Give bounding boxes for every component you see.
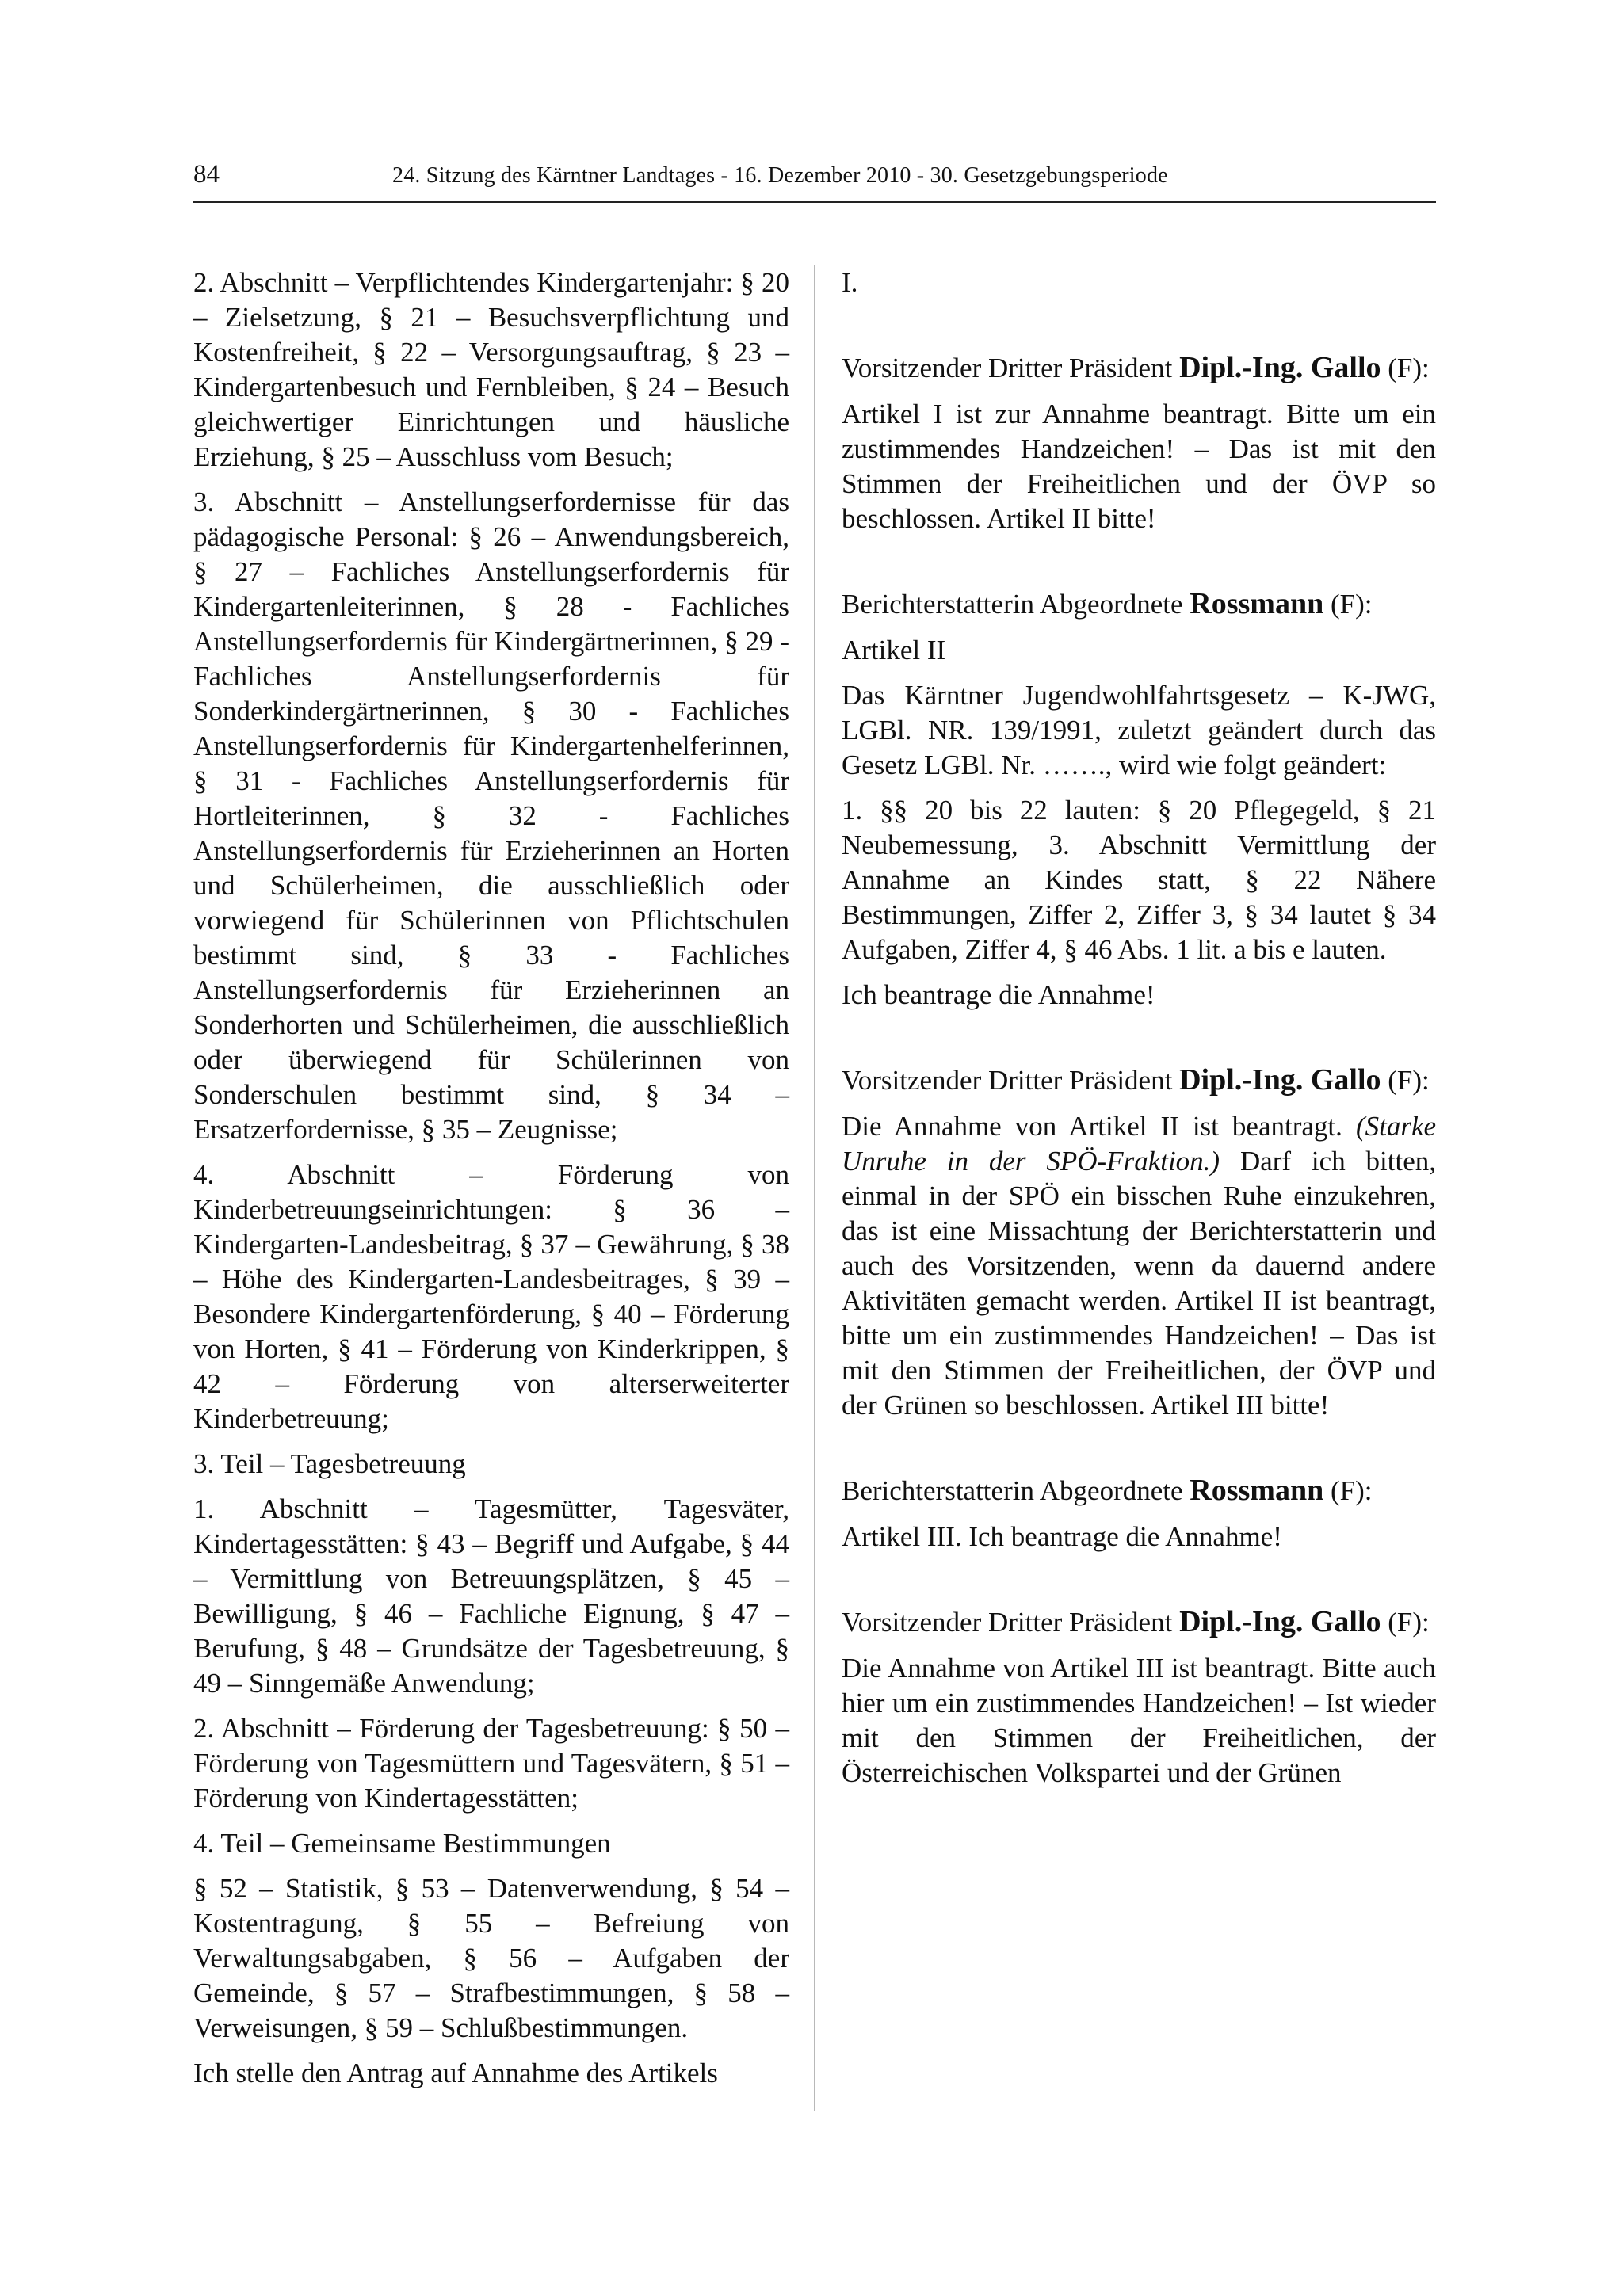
running-title: 24. Sitzung des Kärntner Landtages - 16. Dezember 2010 - 30. Gesetzgebungsperiode [392,163,1168,188]
speaker-party: (F): [1330,1475,1373,1506]
paragraph: Artikel III. Ich beantrage die Annahme! [842,1521,1282,1552]
speaker-name: Rossmann [1190,587,1324,620]
speaker-party: (F): [1330,589,1373,620]
speaker-name: Dipl.-Ing. Gallo [1179,1063,1381,1097]
paragraph: 1. §§ 20 bis 22 lauten: § 20 Pflegegeld, § 21 Neubemessung, 3. Abschnitt Vermittlung der Annahme an Kindes statt, § 22 Nähere Bestimmungen, Ziffer 2, Ziffer 3, § 34 lautet § 34 Aufgaben, Ziffer 4, § 46 Abs. 1 lit. a bis e lauten. [842,795,1436,965]
speaker-role: Vorsitzender Dritter Präsident [842,353,1173,383]
speaker-role: Vorsitzender Dritter Präsident [842,1065,1173,1096]
section-heading: 4. Teil – Gemeinsame Bestimmungen [193,1828,611,1859]
paragraph: I. [842,267,858,298]
paragraph [842,1109,1436,1423]
section-heading: 3. Teil – Tagesbetreuung [193,1448,466,1479]
speaker-line [842,350,1436,386]
paragraph: 4. Abschnitt – Förderung von Kinderbetreuungseinrichtungen: § 36 – Kindergarten-Landesbeitrag, § 37 – Gewährung, § 38 – Höhe des Kindergarten-Landesbeitrages, § 39 – Besondere Kindergartenförderung, § 40 – Förderung von Horten, § 41 – Förderung von Kinderkrippen, § 42 – Förderung von alterserweiterter Kinderbetreuung; [193,1159,789,1434]
left-column [193,265,789,2101]
speaker-name: Rossmann [1190,1474,1324,1507]
paragraph: Artikel I ist zur Annahme beantragt. Bitte um ein zustimmendes Handzeichen! – Das ist mit den Stimmen der Freiheitlichen und der ÖVP so beschlossen. Artikel II bitte! [842,399,1436,534]
stage-direction: (Starke Unruhe in der SPÖ-Fraktion.) [842,1111,1437,1177]
speaker-party: (F): [1388,353,1430,383]
speaker-party: (F): [1388,1607,1430,1638]
right-column [842,265,1436,1801]
speaker-line [842,1473,1436,1508]
speaker-party: (F): [1388,1065,1430,1096]
page-header [193,155,1436,203]
column-divider [814,265,815,2111]
speaker-line [842,1604,1436,1640]
speaker-role: Berichterstatterin Abgeordnete [842,589,1183,620]
speaker-name: Dipl.-Ing. Gallo [1179,1605,1381,1638]
paragraph: Ich stelle den Antrag auf Annahme des Artikels [193,2058,718,2088]
page-number: 84 [193,160,220,189]
speaker-role: Berichterstatterin Abgeordnete [842,1475,1183,1506]
paragraph: § 52 – Statistik, § 53 – Datenverwendung, § 54 – Kostentragung, § 55 – Befreiung von Verwaltungsabgaben, § 56 – Aufgaben der Gemeinde, § 57 – Strafbestimmungen, § 58 – Verweisungen, § 59 – Schlußbestimmungen. [193,1873,789,2043]
paragraph: 2. Abschnitt – Verpflichtendes Kindergartenjahr: § 20 – Zielsetzung, § 21 – Besuchsverpflichtung und Kostenfreiheit, § 22 – Versorgungsauftrag, § 23 – Kindergartenbesuch und Fernbleiben, § 24 – Besuch gleichwertiger Einrichtungen und häusliche Erziehung, § 25 – Ausschluss vom Besuch; [193,267,789,472]
paragraph: Artikel II [842,635,946,666]
paragraph: Das Kärntner Jugendwohlfahrtsgesetz – K-JWG, LGBl. NR. 139/1991, zuletzt geändert durch das Gesetz LGBl. Nr. ……., wird wie folgt geändert: [842,680,1436,780]
statement-text: Darf ich bitten, einmal in der SPÖ ein bisschen Ruhe einzukehren, das ist eine Missachtung der Berichterstatterin und auch des Vorsitzenden, wenn da dauernd andere Aktivitäten gemacht werden. Artikel II ist beantragt, bitte um ein zustimmendes Handzeichen! – Das ist mit den Stimmen der Freiheitlichen, der ÖVP und der Grünen so beschlossen. Artikel III bitte! [842,1146,1437,1421]
paragraph: Ich beantrage die Annahme! [842,979,1155,1010]
paragraph: 3. Abschnitt – Anstellungserfordernisse für das pädagogische Personal: § 26 – Anwendungsbereich, § 27 – Fachliches Anstellungserfordernis für Kindergartenleiterinnen, § 28 - Fachliches Anstellungserfordernis für Kindergärtnerinnen, § 29 - Fachliches Anstellungserfordernis für Sonderkindergärtnerinnen, § 30 - Fachliches Anstellungserfordernis für Kindergartenhelferinnen, § 31 - Fachliches Anstellungserfordernis für Hortleiterinnen, § 32 - Fachliches Anstellungserfordernis für Erzieherinnen an Horten und Schülerheimen, die ausschließlich oder vorwiegend für Schülerinnen von Pflichtschulen bestimmt sind, § 33 - Fachliches Anstellungserfordernis für Erzieherinnen an Sonderhorten und Schülerheimen, die ausschließlich oder überwiegend für Schülerinnen von Sonderschulen bestimmt sind, § 34 – Ersatzerfordernisse, § 35 – Zeugnisse; [193,486,789,1145]
speaker-line [842,1062,1436,1098]
statement-text: Die Annahme von Artikel II ist beantragt. [842,1111,1342,1142]
paragraph: Die Annahme von Artikel III ist beantragt. Bitte auch hier um ein zustimmendes Handzeichen! – Ist wieder mit den Stimmen der Freiheitlichen, der Österreichischen Volkspartei und der Grünen [842,1653,1436,1788]
speaker-role: Vorsitzender Dritter Präsident [842,1607,1173,1638]
speaker-line [842,586,1436,622]
paragraph: 2. Abschnitt – Förderung der Tagesbetreuung: § 50 – Förderung von Tagesmüttern und Tagesvätern, § 51 – Förderung von Kindertagesstätten; [193,1713,789,1814]
speaker-name: Dipl.-Ing. Gallo [1179,351,1381,384]
paragraph: 1. Abschnitt – Tagesmütter, Tagesväter, Kindertagesstätten: § 43 – Begriff und Aufgabe, § 44 – Vermittlung von Betreuungsplätzen, § 45 – Bewilligung, § 46 – Fachliche Eignung, § 47 – Berufung, § 48 – Grundsätze der Tagesbetreuung, § 49 – Sinngemäße Anwendung; [193,1493,789,1699]
